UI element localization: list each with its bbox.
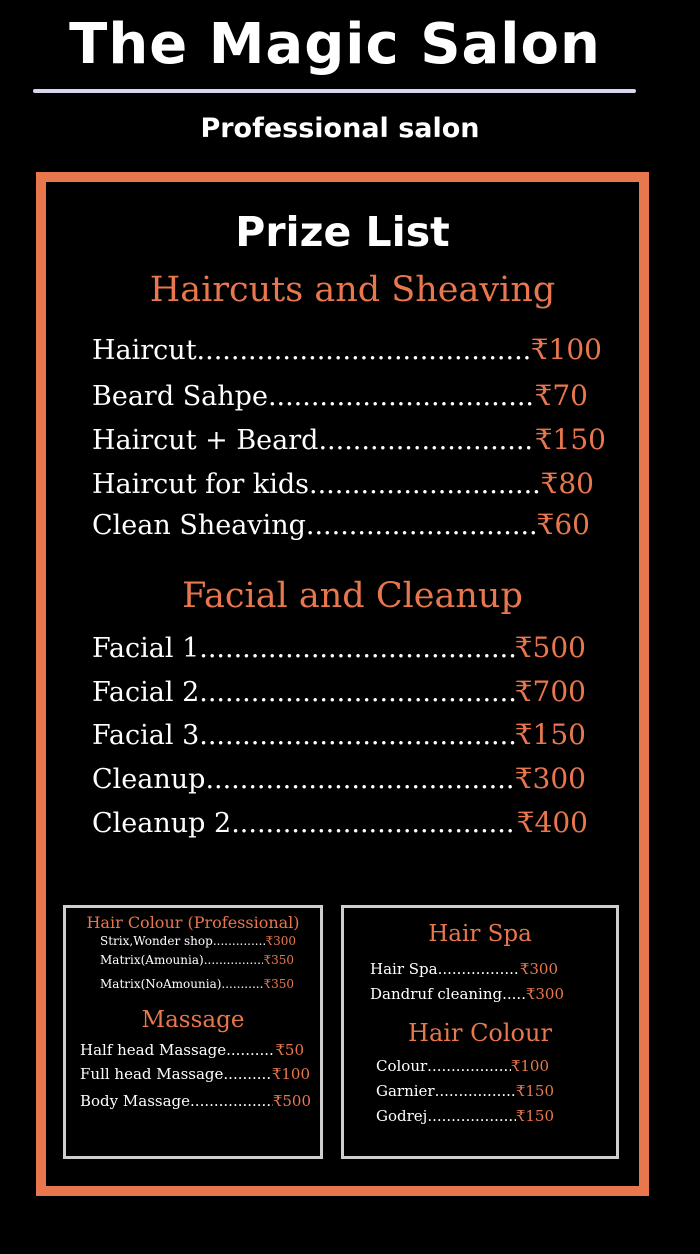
price-row bbox=[100, 977, 294, 991]
price-row bbox=[80, 1065, 310, 1083]
dot-leader bbox=[231, 804, 517, 844]
item-name: Hair Spa bbox=[370, 960, 438, 978]
item-price: ₹150 bbox=[515, 1082, 554, 1100]
item-name: Facial 3 bbox=[92, 720, 200, 751]
price-row bbox=[92, 628, 586, 668]
item-price: ₹80 bbox=[540, 467, 594, 500]
box-spa-colour bbox=[341, 905, 619, 1159]
dot-leader bbox=[190, 1092, 273, 1110]
price-row bbox=[92, 376, 588, 416]
dot-leader bbox=[197, 331, 531, 371]
item-price: ₹350 bbox=[263, 977, 294, 991]
item-name: Garnier bbox=[376, 1082, 435, 1100]
price-row bbox=[92, 759, 586, 799]
price-row bbox=[92, 505, 590, 545]
price-row bbox=[92, 803, 588, 843]
item-price: ₹60 bbox=[536, 508, 590, 541]
dot-leader bbox=[268, 377, 535, 417]
dot-leader bbox=[309, 465, 541, 505]
price-list-title: Prize List bbox=[235, 208, 450, 256]
item-price: ₹150 bbox=[514, 718, 586, 751]
item-name: Haircut for kids bbox=[92, 469, 310, 500]
dot-leader bbox=[435, 1082, 516, 1100]
item-name: Haircut + Beard bbox=[92, 425, 319, 456]
dot-leader bbox=[199, 673, 514, 713]
item-price: ₹350 bbox=[263, 953, 294, 967]
item-name: Colour bbox=[376, 1057, 428, 1075]
item-price: ₹70 bbox=[534, 379, 588, 412]
item-price: ₹150 bbox=[534, 423, 606, 456]
price-row bbox=[80, 1092, 311, 1110]
item-name: Matrix(NoAmounia) bbox=[100, 977, 222, 991]
dot-leader bbox=[199, 629, 514, 669]
item-name: Cleanup 2 bbox=[92, 808, 232, 839]
item-price: ₹100 bbox=[530, 333, 602, 366]
item-name: Body Massage bbox=[80, 1092, 191, 1110]
item-price: ₹300 bbox=[525, 985, 564, 1003]
item-name: Dandruf cleaning bbox=[370, 985, 503, 1003]
dot-leader bbox=[318, 421, 534, 461]
price-row bbox=[92, 330, 602, 370]
item-name: Half head Massage bbox=[80, 1041, 227, 1059]
salon-subtitle: Professional salon bbox=[200, 113, 480, 144]
item-name: Facial 1 bbox=[92, 633, 200, 664]
item-name: Facial 2 bbox=[92, 677, 200, 708]
item-price: ₹400 bbox=[516, 806, 588, 839]
price-row bbox=[370, 985, 564, 1003]
price-row bbox=[376, 1107, 554, 1125]
item-price: ₹100 bbox=[271, 1065, 310, 1083]
item-price: ₹150 bbox=[515, 1107, 554, 1125]
dot-leader bbox=[213, 934, 266, 948]
price-row bbox=[92, 715, 586, 755]
title-divider bbox=[33, 89, 636, 93]
price-row bbox=[92, 464, 594, 504]
dot-leader bbox=[223, 1065, 271, 1083]
item-price: ₹700 bbox=[514, 675, 586, 708]
item-name: Beard Sahpe bbox=[92, 381, 268, 412]
item-name: Matrix(Amounia) bbox=[100, 953, 204, 967]
price-row bbox=[100, 953, 294, 967]
dot-leader bbox=[427, 1057, 511, 1075]
box-title-hair-spa: Hair Spa bbox=[428, 921, 532, 947]
item-name: Full head Massage bbox=[80, 1065, 224, 1083]
price-row bbox=[92, 672, 586, 712]
section-title-haircuts: Haircuts and Sheaving bbox=[149, 270, 556, 310]
box-title-hair-colour: Hair Colour bbox=[408, 1019, 552, 1047]
price-row bbox=[80, 1041, 304, 1059]
dot-leader bbox=[226, 1041, 275, 1059]
dot-leader bbox=[502, 985, 526, 1003]
dot-leader bbox=[438, 960, 520, 978]
item-name: Cleanup bbox=[92, 764, 206, 795]
box-title-massage: Massage bbox=[141, 1007, 245, 1033]
price-row bbox=[376, 1057, 549, 1075]
item-price: ₹300 bbox=[519, 960, 558, 978]
item-price: ₹500 bbox=[272, 1092, 311, 1110]
dot-leader bbox=[205, 760, 514, 800]
dot-leader bbox=[204, 953, 264, 967]
price-row bbox=[376, 1082, 554, 1100]
dot-leader bbox=[306, 506, 537, 546]
dot-leader bbox=[221, 977, 263, 991]
box-colour-massage bbox=[63, 905, 323, 1159]
item-name: Haircut bbox=[92, 335, 197, 366]
price-row bbox=[92, 420, 606, 460]
section-title-facial: Facial and Cleanup bbox=[182, 576, 523, 616]
dot-leader bbox=[199, 716, 514, 756]
item-name: Clean Sheaving bbox=[92, 510, 306, 541]
item-price: ₹50 bbox=[275, 1041, 304, 1059]
item-price: ₹100 bbox=[510, 1057, 549, 1075]
item-name: Godrej bbox=[376, 1107, 428, 1125]
salon-title: The Magic Salon bbox=[69, 12, 601, 77]
price-row bbox=[100, 934, 296, 948]
dot-leader bbox=[427, 1107, 515, 1125]
item-price: ₹300 bbox=[514, 762, 586, 795]
item-name: Strix,Wonder shop bbox=[100, 934, 213, 948]
box-title-hair-colour-professional: Hair Colour (Professional) bbox=[86, 913, 300, 932]
item-price: ₹500 bbox=[514, 631, 586, 664]
price-row bbox=[370, 960, 558, 978]
item-price: ₹300 bbox=[265, 934, 296, 948]
